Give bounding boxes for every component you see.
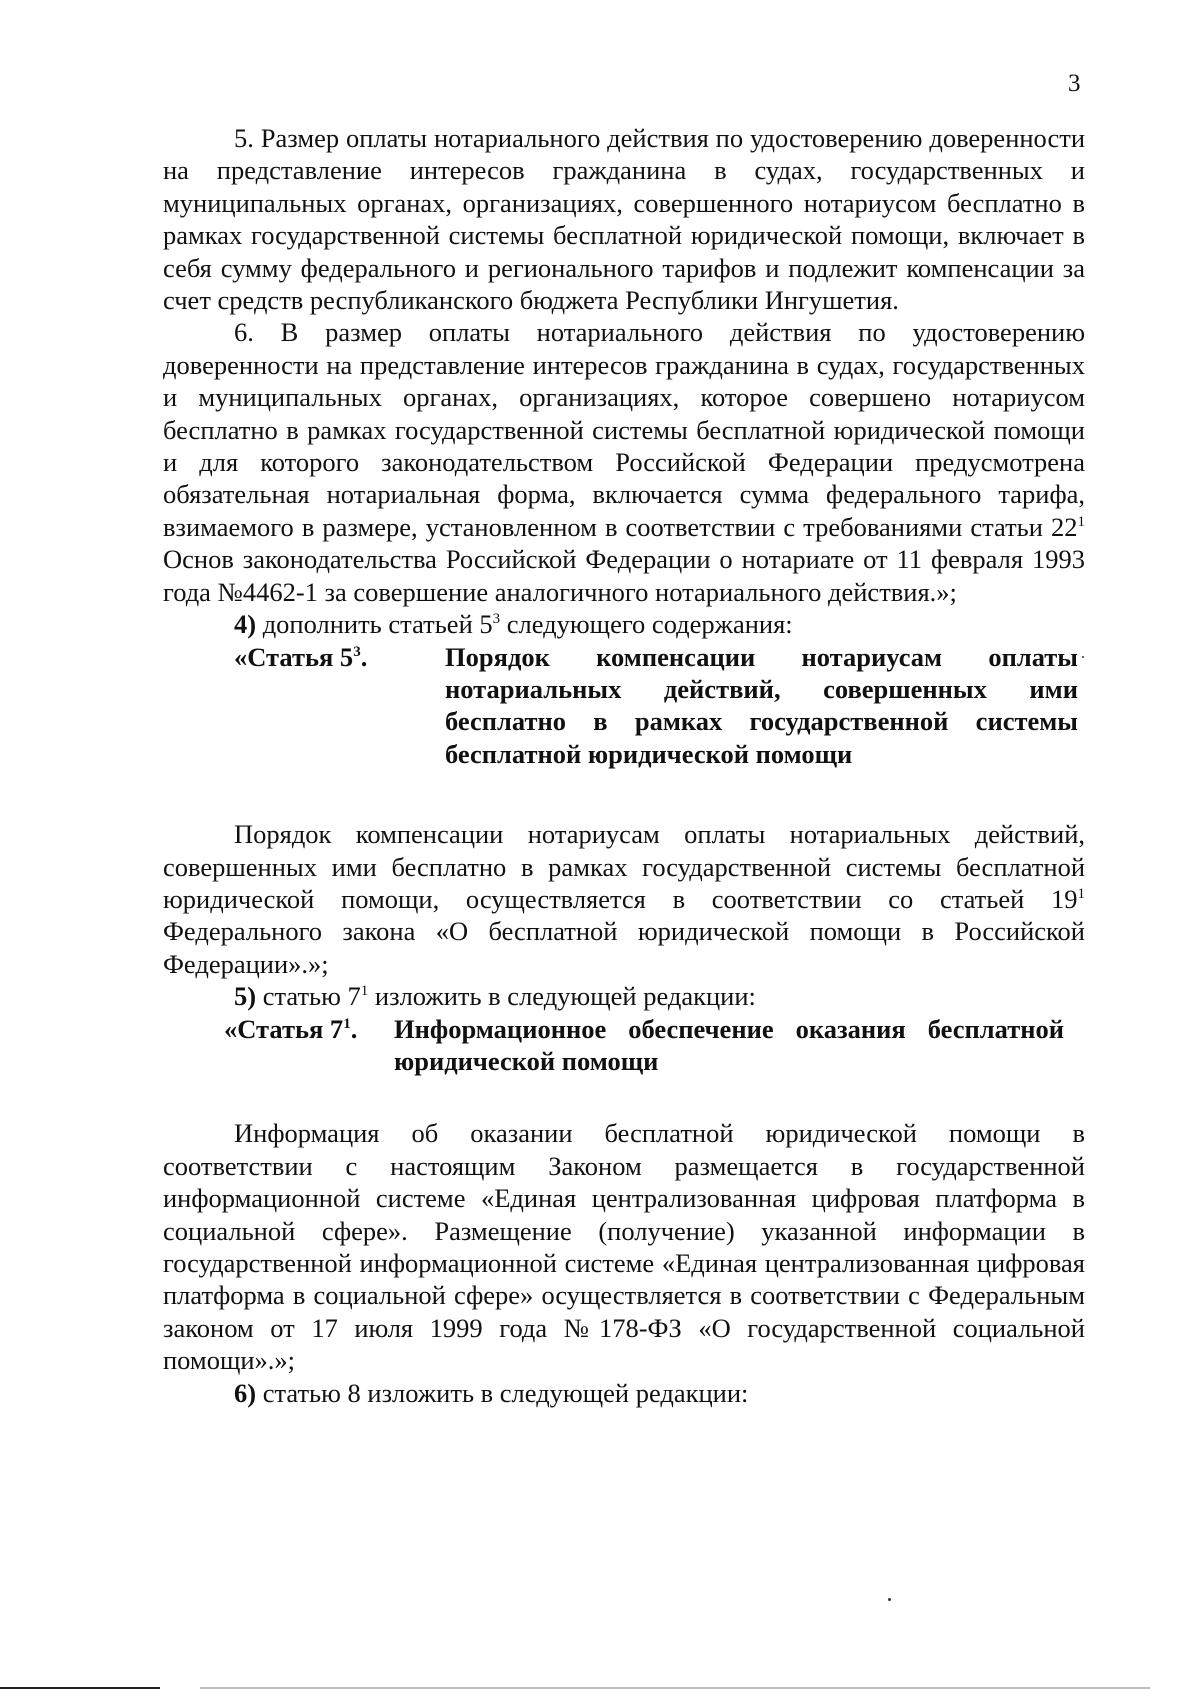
superscript: 1	[1077, 514, 1085, 531]
article-5-3-body-start: Порядок компенсации нотариусам оплаты нотариальных действий, совершенных ими бесплатно в рамках государственной системы бесплатной юридической помощи, осуществляется в соответствии со статьей 19	[163, 819, 1085, 914]
spacer	[163, 1077, 1085, 1117]
article-5-3-body	[163, 818, 1085, 980]
item-4-text: дополнить статьей 5	[256, 609, 493, 640]
article-label-text: «Статья 7	[224, 1013, 344, 1044]
paragraph-6-text-end: Основ законодательства Российской Федерации о нотариате от 11 февраля 1993 года №4462-1 за совершение аналогичного нотариального действия.»;	[163, 544, 1085, 607]
spacer	[163, 770, 1085, 818]
superscript: 3	[492, 611, 501, 628]
item-5	[163, 980, 1085, 1012]
article-7-1-label	[163, 1013, 394, 1078]
article-label-dot: .	[360, 641, 368, 672]
superscript: 1	[360, 983, 369, 1000]
item-4-number: 4)	[234, 609, 257, 640]
scan-speck	[1082, 656, 1084, 658]
item-5-number: 5)	[234, 981, 257, 1012]
article-label-dot: .	[350, 1013, 358, 1044]
scan-bottom-edge	[0, 1687, 1200, 1689]
page-number: 3	[1068, 70, 1081, 97]
item-5-text: статью 7	[256, 981, 361, 1012]
paragraph-6-text-start: 6. В размер оплаты нотариального действия по удостоверению доверенности на представление интересов гражданина в судах, государственных и муниципальных органах, организациях, которое совершено нотариусом бесплатно в рамках государственной системы бесплатной юридической помощи и для которого законодательством Российской Федерации предусмотрена обязательная нотариальная форма, включается сумма федерального тарифа, взимаемого в размере, установленном в соответствии с требованиями статьи 22	[163, 317, 1085, 542]
item-6	[163, 1377, 1085, 1409]
article-7-1-body: Информация об оказании бесплатной юридической помощи в соответствии с настоящим Законом размещается в государственной информационной системе «Единая централизованная цифровая платформа в социальной сфере». Размещение (получение) указанной информации в государственной информационной системе «Единая централизованная цифровая платформа в социальной сфере» осуществляется в соответствии с Федеральным законом от 17 июля 1999 года №178-ФЗ «О государственной социальной помощи».»;	[163, 1118, 1085, 1376]
paragraph-5: 5. Размер оплаты нотариального действия по удостоверению доверенности на представление интересов гражданина в судах, государственных и муниципальных органах, организациях, совершенного нотариусом бесплатно в рамках государственной системы бесплатной юридической помощи, включает в себя сумму федерального и регионального тарифов и подлежит компенсации за счет средств республиканского бюджета Республики Ингушетия.	[163, 123, 1085, 316]
article-5-3-title: Порядок компенсации нотариусам оплаты нотариальных действий, совершенных ими бесплатно в рамках государственной системы бесплатной юридической помощи	[445, 641, 1078, 769]
item-6-number: 6)	[234, 1377, 257, 1408]
article-label-text: «Статья 5	[234, 641, 354, 672]
paragraph-6	[163, 316, 1085, 608]
article-5-3-body-end: Федерального закона «О бесплатной юридической помощи в Российской Федерации».»;	[163, 916, 1085, 979]
document-body	[163, 122, 1085, 1409]
item-6-text: статью 8 изложить в следующей редакции:	[256, 1377, 749, 1408]
superscript: 1	[343, 1015, 351, 1032]
scan-speck	[888, 1598, 891, 1601]
superscript: 3	[353, 643, 361, 660]
article-5-3-label	[163, 641, 445, 771]
item-4-tail: следующего содержания:	[500, 609, 793, 640]
article-7-1-heading	[163, 1013, 1085, 1078]
article-5-3-heading	[163, 641, 1085, 771]
item-4	[163, 608, 1085, 640]
article-7-1-title: Информационное обеспечение оказания бесплатной юридической помощи	[394, 1013, 1064, 1076]
item-5-tail: изложить в следующей редакции:	[368, 981, 756, 1012]
superscript: 1	[1077, 886, 1085, 903]
